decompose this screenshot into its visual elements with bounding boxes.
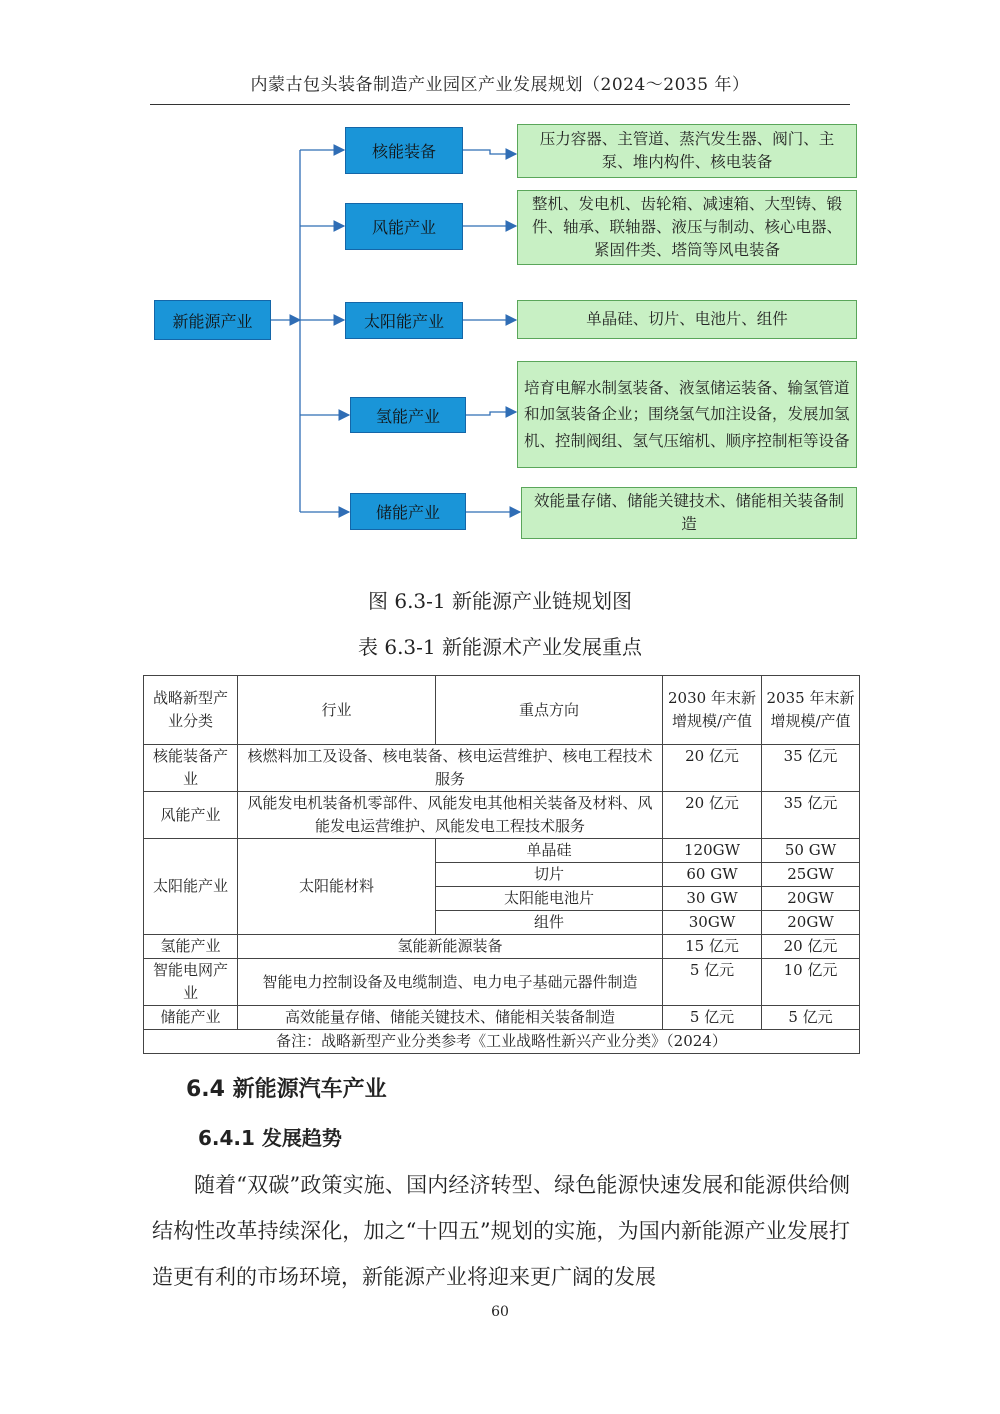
- focus-cell: 智能电力控制设备及电缆制造、电力电子基础元器件制造: [238, 959, 663, 1006]
- category-cell: 氢能产业: [144, 935, 238, 959]
- category-cell: 核能装备产业: [144, 745, 238, 792]
- detail-box-hydrogen: 培育电解水制氢装备、液氢储运装备、输氢管道和加氢装备企业；围绕氢气加注设备，发展加氢机、控制阀组、氢气压缩机、顺序控制柜等设备: [517, 361, 857, 468]
- header-direction: 重点方向: [436, 676, 663, 745]
- page-number: 60: [491, 1304, 509, 1320]
- subsection-heading: 6.4.1 发展趋势: [198, 1126, 342, 1150]
- arrow-nuclear-detail: [463, 150, 516, 154]
- value-2030-cell: 120GW: [663, 839, 762, 863]
- focus-cell: 风能发电机装备机零部件、风能发电其他相关装备及材料、风能发电运营维护、风能发电工程技术服务: [238, 792, 663, 839]
- value-2030-cell: 5 亿元: [663, 1006, 762, 1030]
- category-cell: 储能产业: [144, 1006, 238, 1030]
- value-2035-cell: 25GW: [762, 863, 860, 887]
- branch-node-hydrogen: 氢能产业: [350, 397, 466, 433]
- value-2035-cell: 20 亿元: [762, 935, 860, 959]
- root-node: 新能源产业: [154, 300, 271, 340]
- category-cell: 智能电网产业: [144, 959, 238, 1006]
- header-2030: 2030 年末新增规模/产值: [663, 676, 762, 745]
- value-2035-cell: 10 亿元: [762, 959, 860, 1006]
- value-2030-cell: 30GW: [663, 911, 762, 935]
- value-2030-cell: 20 亿元: [663, 745, 762, 792]
- direction-cell: 单晶硅: [436, 839, 663, 863]
- table-note-row: [144, 1030, 860, 1054]
- table-row: [144, 959, 860, 1006]
- value-2030-cell: 5 亿元: [663, 959, 762, 1006]
- table-row: [144, 839, 860, 863]
- value-2035-cell: 20GW: [762, 887, 860, 911]
- value-2035-cell: 5 亿元: [762, 1006, 860, 1030]
- running-header: 内蒙古包头装备制造产业园区产业发展规划（2024～2035 年）: [250, 75, 750, 95]
- value-2035-cell: 35 亿元: [762, 745, 860, 792]
- category-cell: 太阳能产业: [144, 839, 238, 935]
- branch-node-storage: 储能产业: [350, 493, 466, 530]
- header-category: 战略新型产业分类: [144, 676, 238, 745]
- detail-box-storage: 效能量存储、储能关键技术、储能相关装备制造: [521, 487, 857, 539]
- figure-caption: 图 6.3-1 新能源产业链规划图: [367, 589, 632, 613]
- value-2035-cell: 50 GW: [762, 839, 860, 863]
- header-industry: 行业: [238, 676, 436, 745]
- arrow-hydrogen-detail: [466, 412, 516, 415]
- table-row: [144, 1006, 860, 1030]
- body-paragraph: 随着“双碳”政策实施、国内经济转型、绿色能源快速发展和能源供给侧结构性改革持续深化，加之“十四五”规划的实施，为国内新能源产业发展打造更有利的市场环境，新能源产业将迎来更广阔的发展: [152, 1173, 850, 1289]
- value-2030-cell: 60 GW: [663, 863, 762, 887]
- value-2030-cell: 20 亿元: [663, 792, 762, 839]
- focus-cell: 高效能量存储、储能关键技术、储能相关装备制造: [238, 1006, 663, 1030]
- value-2035-cell: 20GW: [762, 911, 860, 935]
- table-note: 备注：战略新型产业分类参考《工业战略性新兴产业分类》（2024）: [144, 1030, 860, 1054]
- table-row: [144, 935, 860, 959]
- direction-cell: 太阳能电池片: [436, 887, 663, 911]
- detail-box-nuclear: 压力容器、主管道、蒸汽发生器、阀门、主泵、堆内构件、核电装备: [517, 124, 857, 178]
- diagram-connectors: [0, 0, 1000, 560]
- value-2030-cell: 15 亿元: [663, 935, 762, 959]
- branch-node-solar: 太阳能产业: [345, 302, 463, 339]
- direction-cell: 组件: [436, 911, 663, 935]
- value-2035-cell: 35 亿元: [762, 792, 860, 839]
- industry-chain-diagram: [0, 0, 1000, 560]
- detail-box-solar: 单晶硅、切片、电池片、组件: [517, 300, 857, 339]
- category-cell: 风能产业: [144, 792, 238, 839]
- table-row: [144, 792, 860, 839]
- table-row: [144, 745, 860, 792]
- focus-cell: 核燃料加工及设备、核电装备、核电运营维护、核电工程技术服务: [238, 745, 663, 792]
- detail-box-wind: 整机、发电机、齿轮箱、减速箱、大型铸、锻件、轴承、联轴器、液压与制动、核心电器、紧固件类、塔筒等风电装备: [517, 190, 857, 265]
- table-caption: 表 6.3-1 新能源术产业发展重点: [357, 635, 642, 659]
- direction-cell: 切片: [436, 863, 663, 887]
- section-heading: 6.4 新能源汽车产业: [186, 1077, 387, 1102]
- branch-node-nuclear: 核能装备: [345, 127, 463, 174]
- value-2030-cell: 30 GW: [663, 887, 762, 911]
- industry-cell: 太阳能材料: [238, 839, 436, 935]
- table-header-row: [144, 676, 860, 745]
- header-2035: 2035 年末新增规模/产值: [762, 676, 860, 745]
- focus-cell: 氢能新能源装备: [238, 935, 663, 959]
- branch-node-wind: 风能产业: [345, 203, 463, 250]
- development-focus-table: [143, 675, 860, 1054]
